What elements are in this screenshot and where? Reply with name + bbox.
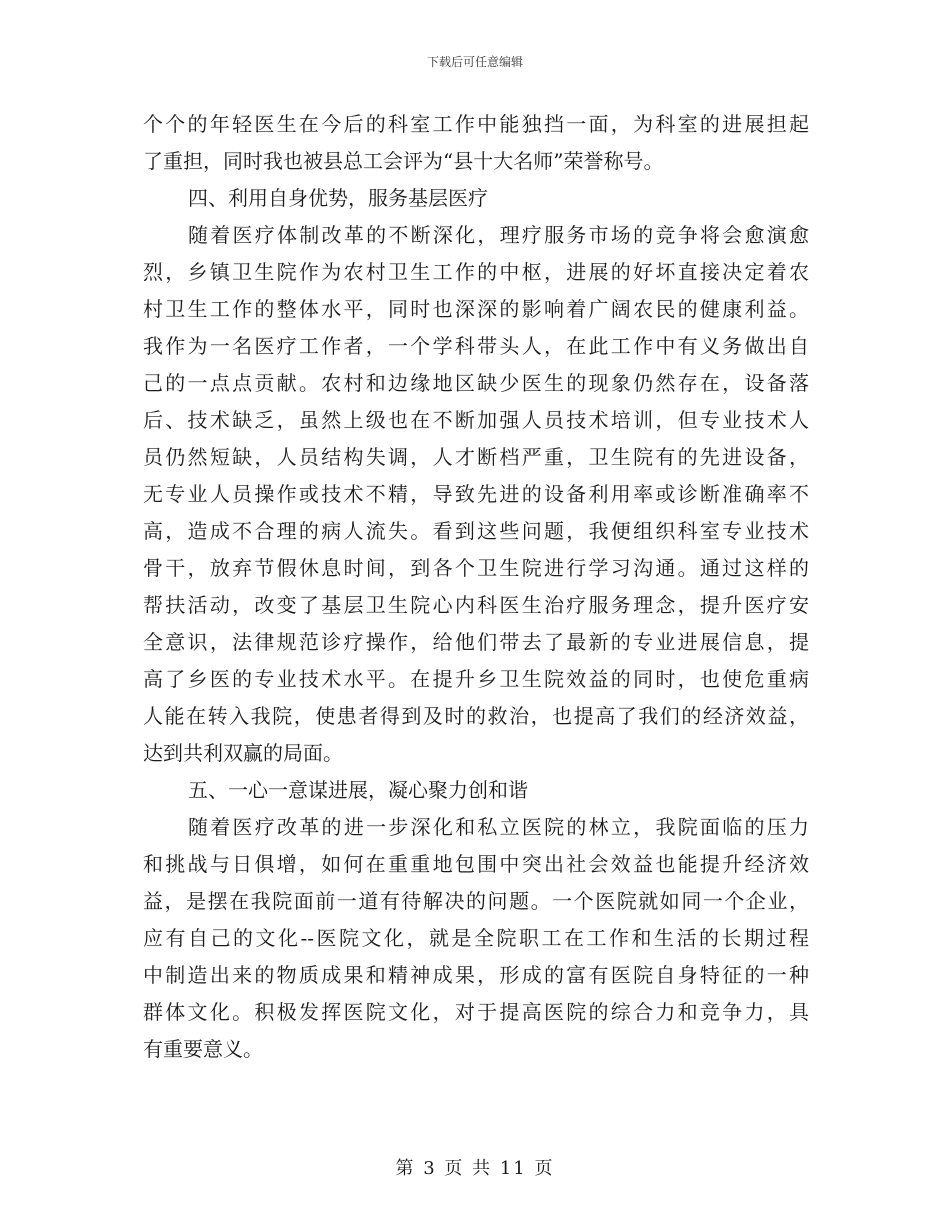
- text-line: 无专业人员操作或技术不精，导致先进的设备利用率或诊断准确率不: [143, 482, 809, 506]
- text-line: 随着医疗改革的进一步深化和私立医院的林立，我院面临的压力: [188, 815, 809, 839]
- text-line: 人能在转入我院，使患者得到及时的救治，也提高了我们的经济效益，: [143, 704, 809, 728]
- section-heading: 五、一心一意谋进展，凝心聚力创和谐: [188, 778, 528, 802]
- text-line: 群体文化。积极发挥医院文化，对于提高医院的综合力和竞争力，具: [143, 1000, 809, 1024]
- text-line: 村卫生工作的整体水平，同时也深深的影响着广阔农民的健康利益。: [143, 297, 809, 321]
- text-line: 后、技术缺乏，虽然上级也在不断加强人员技术培训，但专业技术人: [143, 408, 809, 432]
- document-body: [143, 106, 809, 1068]
- text-line: 帮扶活动，改变了基层卫生院心内科医生治疗服务理念，提升医疗安: [143, 593, 809, 617]
- text-line: 骨干，放弃节假休息时间，到各个卫生院进行学习沟通。通过这样的: [143, 556, 809, 580]
- text-line: 我作为一名医疗工作者，一个学科带头人，在此工作中有义务做出自: [143, 334, 809, 358]
- text-line: 了重担，同时我也被县总工会评为“县十大名师”荣誉称号。: [143, 149, 664, 173]
- text-line: 烈，乡镇卫生院作为农村卫生工作的中枢，进展的好坏直接决定着农: [143, 260, 809, 284]
- page-number-footer: 第 3 页 共 11 页: [395, 1158, 555, 1179]
- text-line: 高，造成不合理的病人流失。看到这些问题，我便组织科室专业技术: [143, 519, 809, 543]
- text-line: 随着医疗体制改革的不断深化，理疗服务市场的竞争将会愈演愈: [188, 223, 809, 247]
- text-line: 应有自己的文化--医院文化，就是全院职工在工作和生活的长期过程: [143, 926, 809, 950]
- text-line: 达到共利双赢的局面。: [143, 741, 343, 765]
- section-heading: 四、利用自身优势，服务基层医疗: [188, 186, 488, 210]
- text-line: 己的一点点贡献。农村和边缘地区缺少医生的现象仍然存在，设备落: [143, 371, 809, 395]
- text-line: 全意识，法律规范诊疗操作，给他们带去了最新的专业进展信息，提: [143, 630, 809, 654]
- text-line: 益，是摆在我院面前一道有待解决的问题。一个医院就如同一个企业，: [143, 889, 809, 913]
- text-line: 中制造出来的物质成果和精神成果，形成的富有医院自身特征的一种: [143, 963, 809, 987]
- text-line: 有重要意义。: [143, 1037, 263, 1061]
- text-line: 和挑战与日俱增，如何在重重地包围中突出社会效益也能提升经济效: [143, 852, 809, 876]
- text-line: 员仍然短缺，人员结构失调，人才断档严重，卫生院有的先进设备，: [143, 445, 809, 469]
- text-line: 个个的年轻医生在今后的科室工作中能独挡一面，为科室的进展担起: [143, 112, 809, 136]
- text-line: 高了乡医的专业技术水平。在提升乡卫生院效益的同时，也使危重病: [143, 667, 809, 691]
- page-header-note: 下载后可任意编辑: [426, 55, 523, 69]
